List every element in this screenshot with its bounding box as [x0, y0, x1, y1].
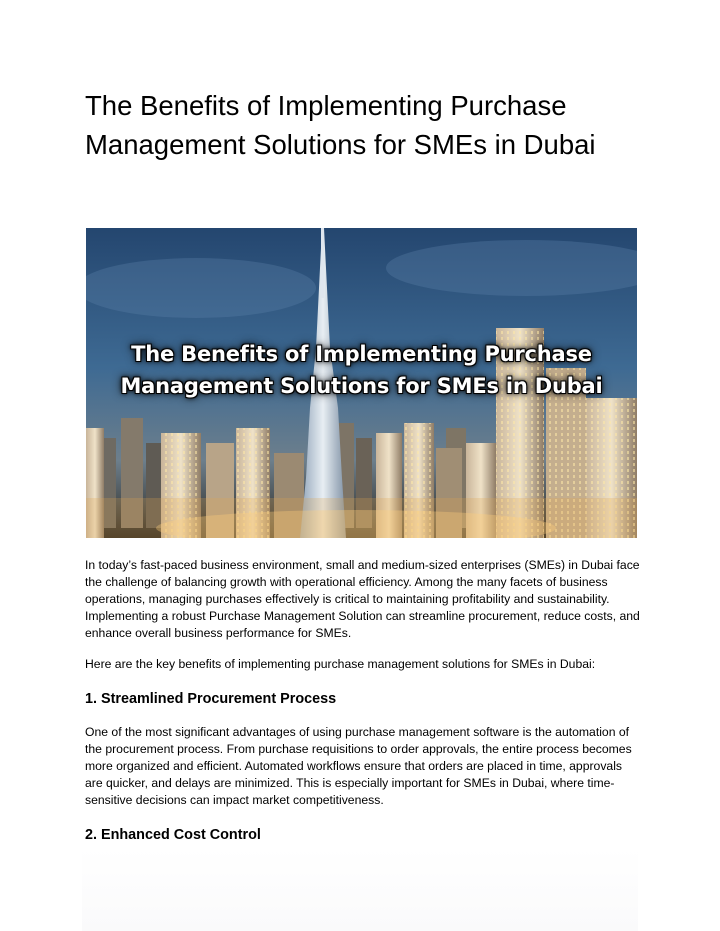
page-title: The Benefits of Implementing Purchase Management Solutions for SMEs in Dubai — [85, 90, 596, 160]
hero-caption-line: Management Solutions for SMEs in Dubai — [120, 374, 603, 398]
hero-caption-line: The Benefits of Implementing Purchase — [131, 342, 592, 366]
hero-image — [86, 228, 637, 538]
section-heading: 1. Streamlined Procurement Process — [85, 691, 337, 707]
section-heading: 2. Enhanced Cost Control — [85, 827, 261, 843]
lead-paragraph: Here are the key benefits of implementing purchase management solutions for SMEs in Dubai: — [85, 657, 596, 671]
hero-caption — [86, 338, 637, 402]
intro-paragraph: In today’s fast-paced business environment, small and medium-sized enterprises (SMEs) in Dubai face the challenge of balancing growth with operational efficiency. Among the many facets of business operations, managing purchases effectively is critical to maintaining profitability and sustainability. Implementing a robust Purchase Management Solution can streamline procurement, reduce costs, and enhance overall business performance for SMEs. — [85, 558, 640, 640]
page-bottom-shade — [82, 848, 638, 931]
section-body: One of the most significant advantages of using purchase management software is the automation of the procurement process. From purchase requisitions to order approvals, the entire process becomes more organized and efficient. Automated workflows ensure that orders are placed in time, approvals are quicker, and delays are minimized. This is especially important for SMEs in Dubai, where time-sensitive decisions can impact market competitiveness. — [85, 725, 632, 807]
